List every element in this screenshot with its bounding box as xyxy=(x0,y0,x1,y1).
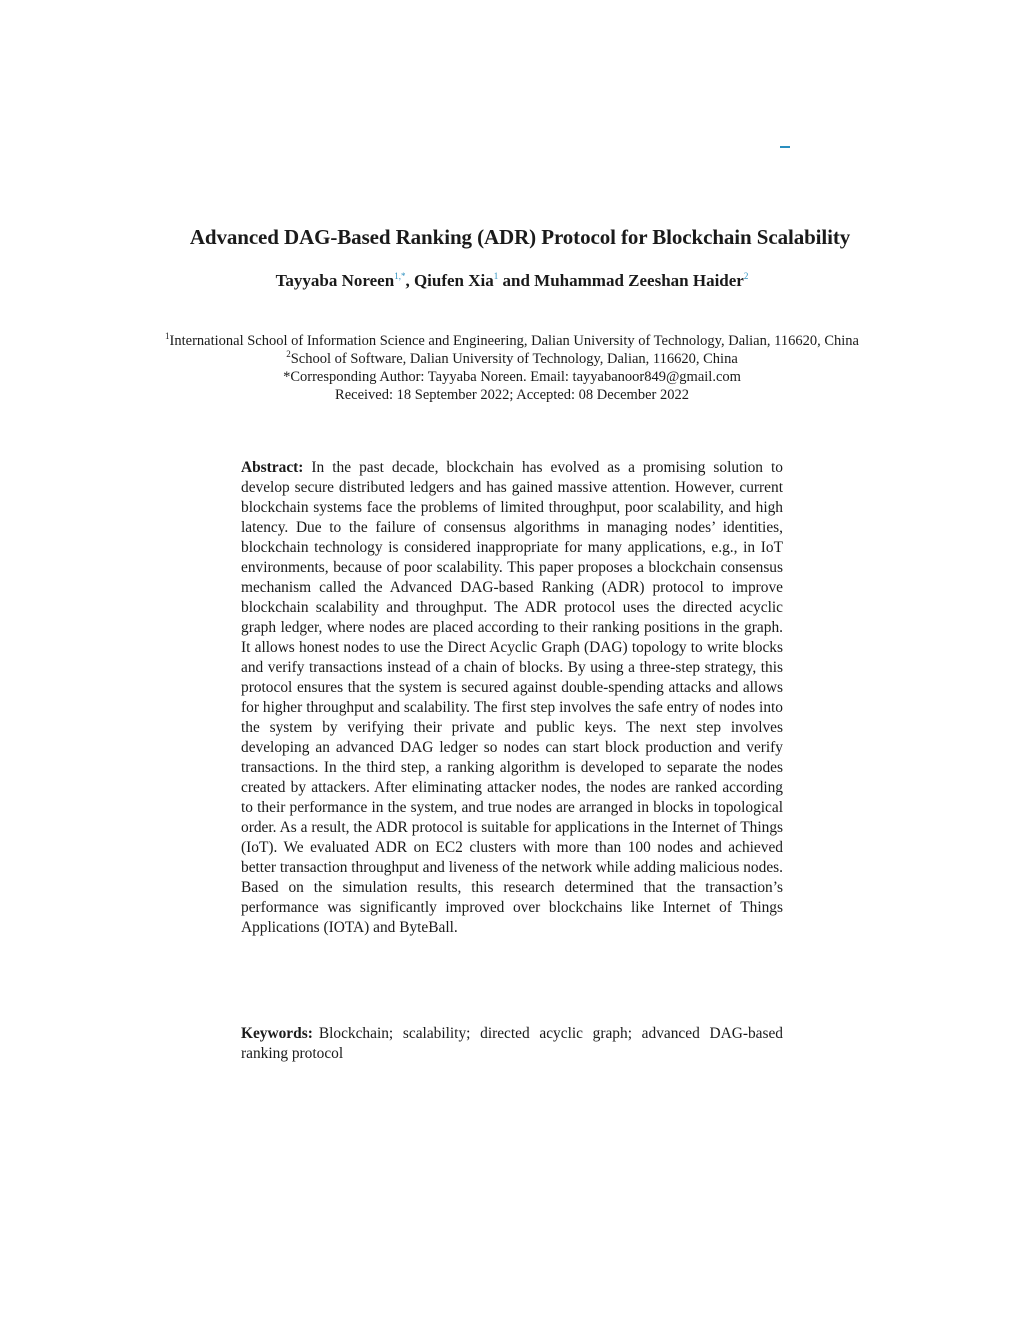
author-affil-mark[interactable]: 1,* xyxy=(394,271,406,281)
keywords xyxy=(241,1024,783,1064)
author-name: Tayyaba Noreen xyxy=(275,271,395,290)
author-line xyxy=(0,271,1024,291)
abstract xyxy=(241,458,783,938)
author-affil-mark[interactable]: 2 xyxy=(743,271,749,281)
author-separator: , xyxy=(405,271,414,290)
author-name: Qiufen Xia xyxy=(413,271,494,290)
keywords-text: Blockchain; scalability; directed acyclic graph; advanced DAG-based ranking protocol xyxy=(241,1025,783,1062)
header-mark xyxy=(780,146,790,148)
keywords-label: Keywords: xyxy=(241,1025,313,1042)
author-name: Muhammad Zeeshan Haider xyxy=(534,271,744,290)
paper-title: Advanced DAG-Based Ranking (ADR) Protocol for Blockchain Scalability xyxy=(189,225,851,249)
affiliation xyxy=(0,351,1024,368)
author-affil-mark[interactable]: 1 xyxy=(493,271,499,281)
received-dates: Received: 18 September 2022; Accepted: 08 December 2022 xyxy=(335,387,689,403)
corresponding-author: *Corresponding Author: Tayyaba Noreen. Email: tayyabanoor849@gmail.com xyxy=(283,369,741,385)
affiliation-text: International School of Information Science and Engineering, Dalian University of Technology, Dalian, 116620, China xyxy=(169,333,859,349)
affiliation-mark: 1 xyxy=(165,331,170,341)
affiliation-text: School of Software, Dalian University of Technology, Dalian, 116620, China xyxy=(290,351,738,367)
abstract-text: In the past decade, blockchain has evolved as a promising solution to develop secure distributed ledgers and has gained massive attention. However, current blockchain systems face the problems of limited throughput, poor scalability, and high latency. Due to the failure of consensus algorithms in managing nodes’ identities, blockchain technology is considered inappropriate for many applications, e.g., in IoT environments, because of poor scalability. This paper proposes a blockchain consensus mechanism called the Advanced DAG-based Ranking (ADR) protocol to improve blockchain scalability and throughput. The ADR protocol uses the directed acyclic graph ledger, where nodes are placed according to their ranking positions in the graph. It allows honest nodes to use the Direct Acyclic Graph (DAG) topology to write blocks and verify transactions instead of a chain of blocks. By using a three-step strategy, this protocol ensures that the system is secured against double-spending attacks and allows for higher throughput and scalability. The first step involves the safe entry of nodes into the system by verifying their private and public keys. The next step involves developing an advanced DAG ledger so nodes can start block production and verify transactions. In the third step, a ranking algorithm is developed to separate the nodes created by attackers. After eliminating attacker nodes, the nodes are ranked according to their performance in the system, and true nodes are arranged in blocks in topological order. As a result, the ADR protocol is suitable for applications in the Internet of Things (IoT). We evaluated ADR on EC2 clusters with more than 100 nodes and achieved better transaction throughput and liveness of the network while adding malicious nodes. Based on the simulation results, this research determined that the transaction’s performance was significantly improved over blockchains like Internet of Things Applications (IOTA) and ByteBall. xyxy=(241,459,783,936)
author-separator: and xyxy=(498,271,535,290)
affiliation xyxy=(0,333,1024,350)
abstract-label: Abstract: xyxy=(241,459,304,476)
affiliation-mark: 2 xyxy=(286,349,291,359)
